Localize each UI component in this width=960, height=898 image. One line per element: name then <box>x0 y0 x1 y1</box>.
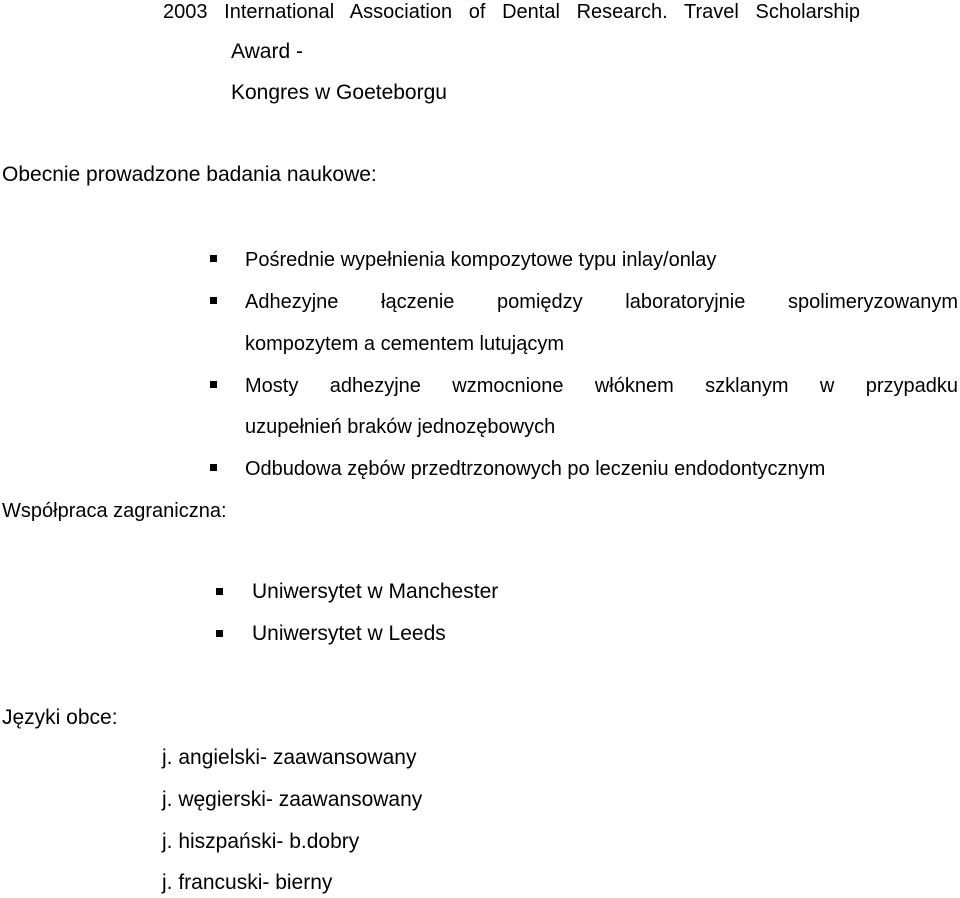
bullet-icon <box>216 588 223 595</box>
language-item-2: j. węgierski- zaawansowany <box>162 788 423 811</box>
award-line-2: Award - <box>231 40 303 63</box>
award-line-3: Kongres w Goeteborgu <box>231 81 447 104</box>
bullet-icon <box>216 630 223 637</box>
research-item-1: Pośrednie wypełnienia kompozytowe typu inlay/onlay <box>245 249 717 271</box>
award-line-1: 2003 International Association of Dental Research. Travel Scholarship <box>163 1 861 23</box>
research-item-4: Odbudowa zębów przedtrzonowych po leczeniu endodontycznym <box>245 458 826 480</box>
research-item-3-line-1: Mosty adhezyjne wzmocnione włóknem szklanym w przypadku <box>245 375 958 397</box>
research-item-3-line-2: uzupełnień braków jednozębowych <box>245 416 556 438</box>
language-item-3: j. hiszpański- b.dobry <box>162 830 360 853</box>
languages-heading: Języki obce: <box>2 706 118 729</box>
bullet-icon <box>210 464 217 471</box>
cooperation-heading: Współpraca zagraniczna: <box>2 500 227 522</box>
bullet-icon <box>210 255 217 262</box>
language-item-1: j. angielski- zaawansowany <box>162 746 417 769</box>
cooperation-item-1: Uniwersytet w Manchester <box>252 580 499 603</box>
research-item-2-line-2: kompozytem a cementem lutującym <box>245 333 565 355</box>
bullet-icon <box>210 297 217 304</box>
research-item-2-line-1: Adhezyjne łączenie pomiędzy laboratoryjnie spolimeryzowanym <box>245 291 958 313</box>
bullet-icon <box>210 381 217 388</box>
language-item-4: j. francuski- bierny <box>162 871 333 894</box>
cooperation-item-2: Uniwersytet w Leeds <box>252 622 446 645</box>
research-heading: Obecnie prowadzone badania naukowe: <box>2 163 377 186</box>
